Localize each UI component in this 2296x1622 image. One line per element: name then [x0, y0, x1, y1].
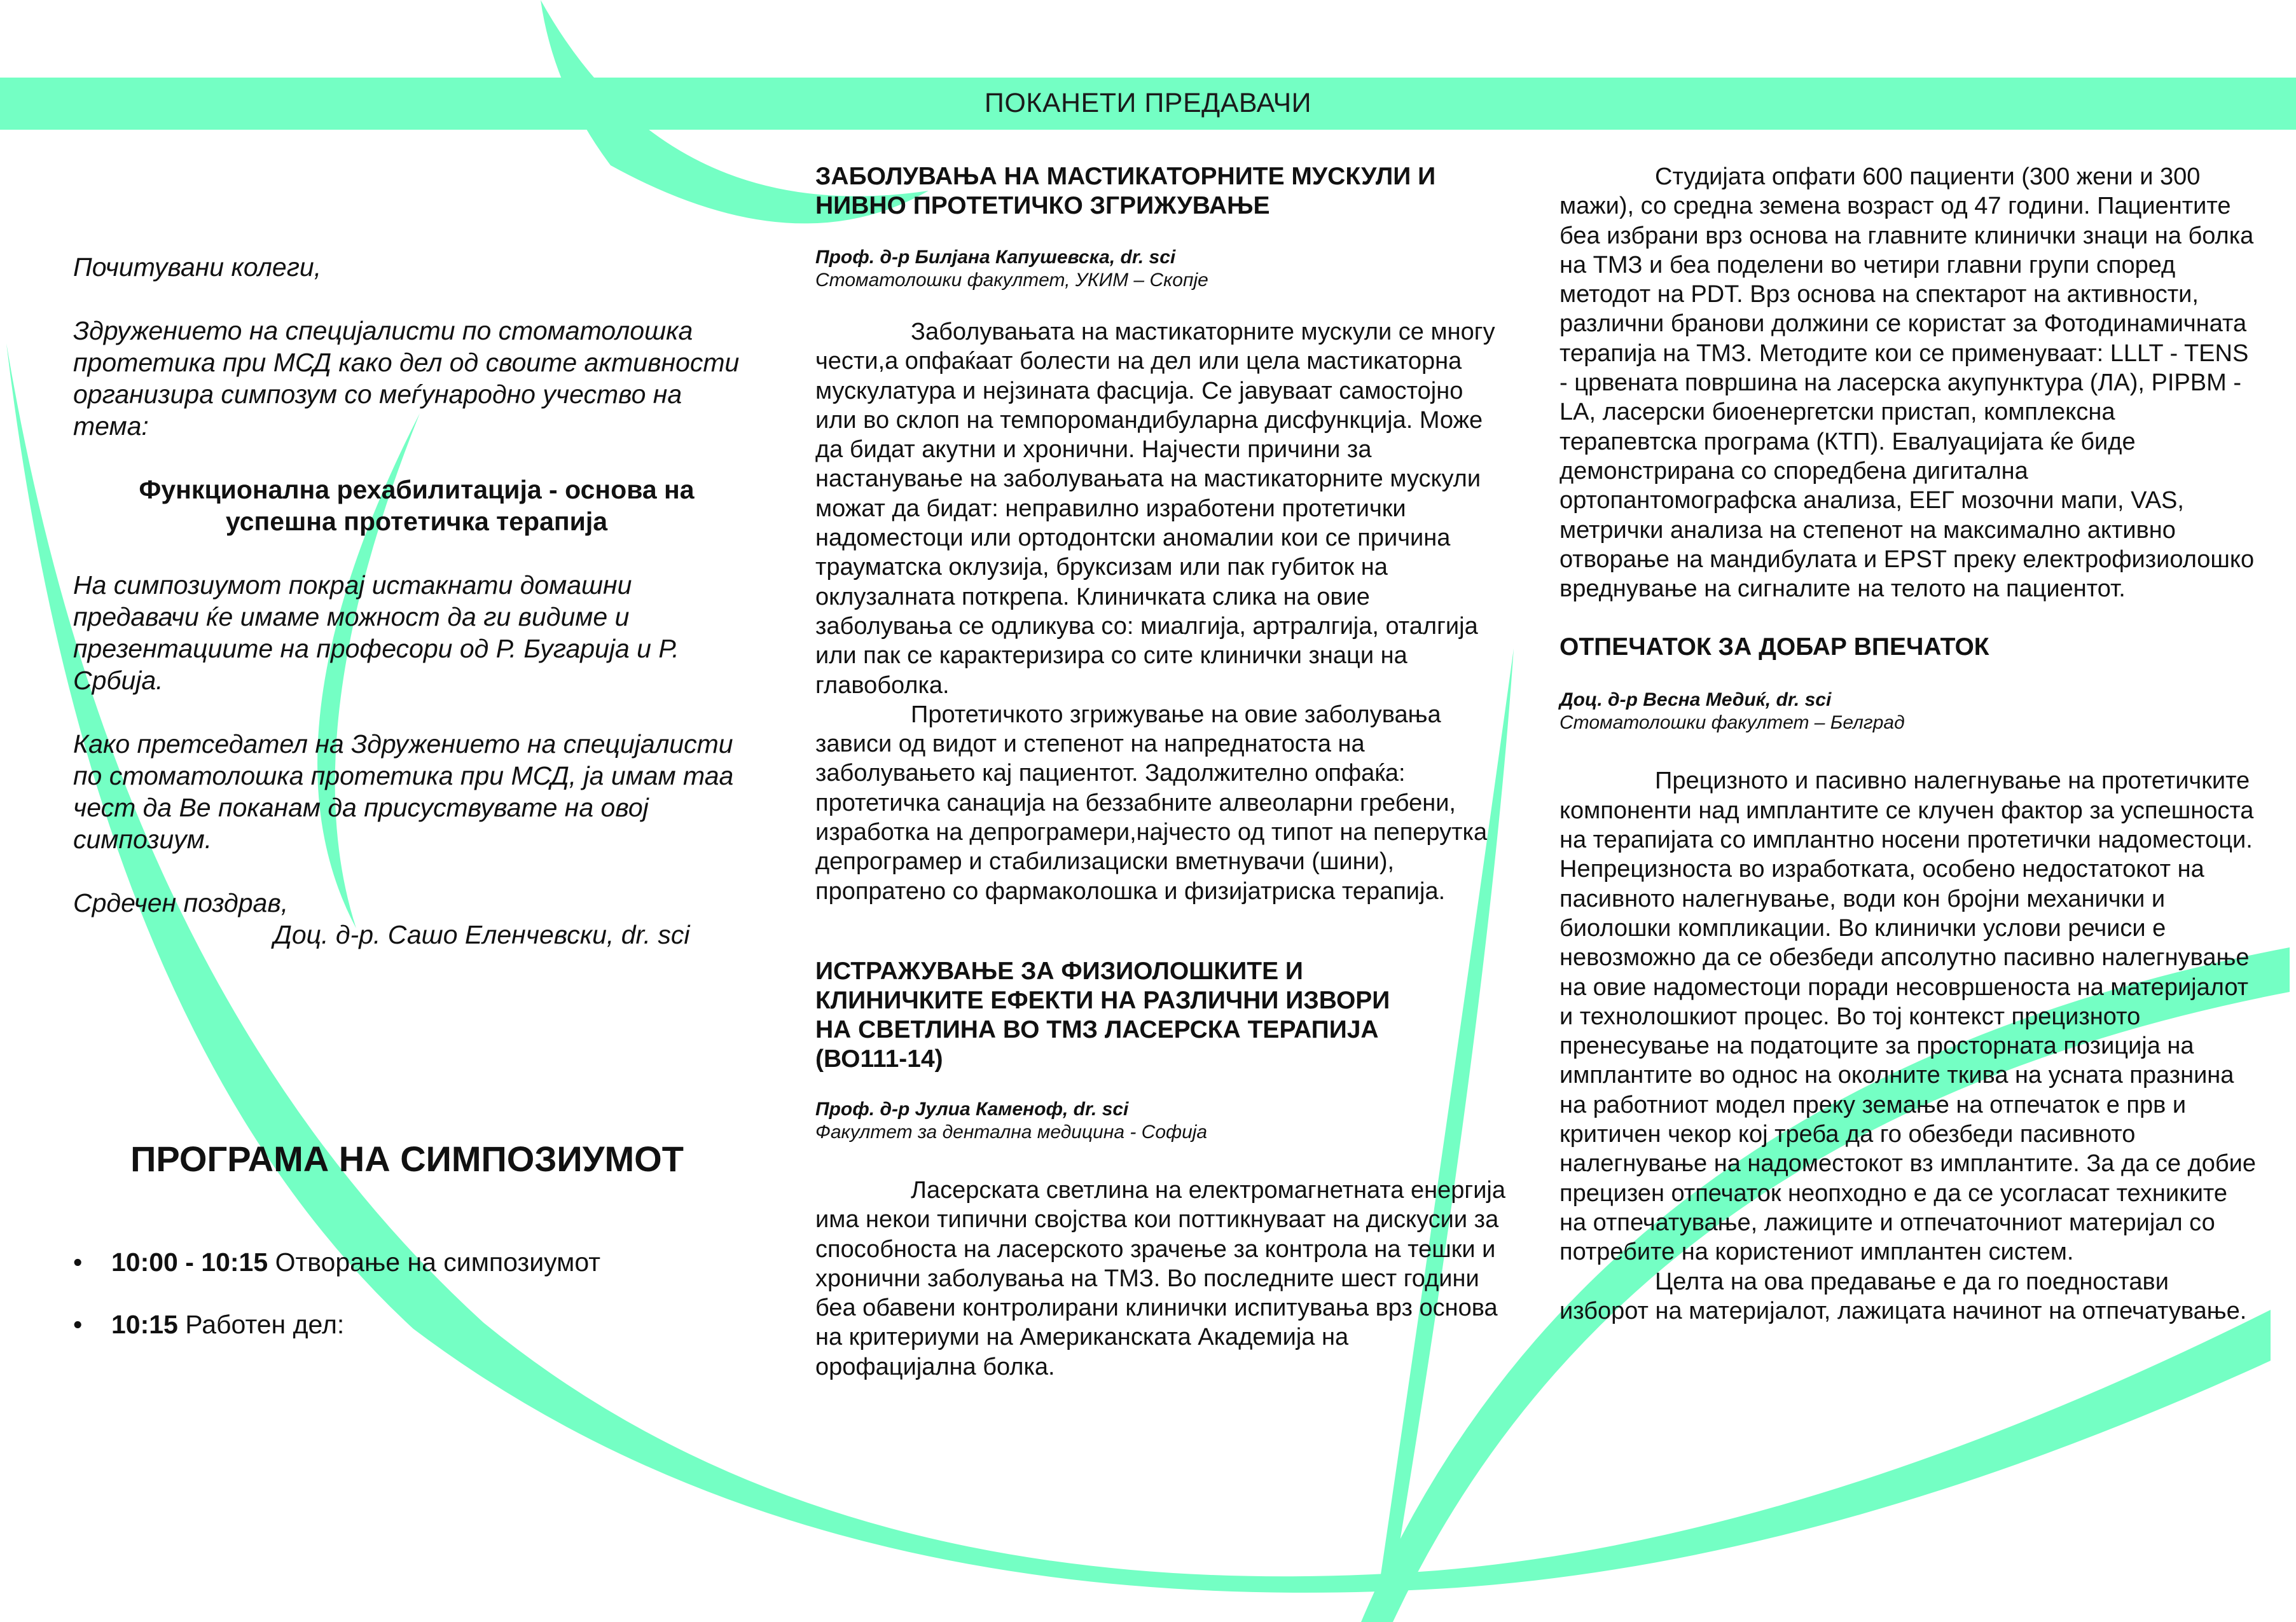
program-item [73, 1246, 741, 1278]
lecture-1-paragraph: Протетичкото згрижување на овие заболувања зависи од видот и степенот на напреднатоста на заболувањето кај пациентот. Задолжително опфаќа: протетичка санација на беззабните алвеоларни гребени, изработка на депрограмери,најчесто од типот на пеперутка депрограмер и стабилизациски вметнувачи (шини), пропратено со фармаколошка и физијатриска терапија. [815, 701, 1488, 905]
lecture-3-author: Доц. д-р Весна Медиќ, dr. sci [1559, 689, 1832, 711]
lecture-3-title [1559, 633, 2259, 662]
program-item-time: 10:15 [111, 1310, 178, 1339]
lecture-2-title-line: КЛИНИЧКИТЕ ЕФЕКТИ НА РАЗЛИЧНИ ИЗВОРИ [815, 986, 1390, 1014]
theme-line-2: успешна протетичка терапија [225, 507, 608, 536]
letter-closing: Срдечен поздрав, [73, 888, 289, 918]
program-list [73, 1246, 741, 1371]
letter-signature: Доц. д-р. Сашо Еленчевски, dr. sci [273, 920, 690, 949]
header-band-title: ПОКАНЕТИ ПРЕДАВАЧИ [984, 88, 1312, 118]
lectures-column-right [1559, 162, 2259, 1326]
lecture-2-paragraph: Ласерската светлина на електромагнетната енергија има некои типични својства кои поттикнуваат на дискусии за способноста на ласерското зрачење за контрола на тешки и хронични заболувања на ТМЗ. Во последните шест години беа обавени контролирани клинички испитувања врз основа на критериуми на Американската Академија на орофацијална болка. [815, 1176, 1506, 1380]
lecture-3-affiliation: Стоматолошки факултет – Белград [1559, 712, 1905, 734]
lecture-2-title-line: ИСТРАЖУВАЊЕ ЗА ФИЗИОЛОШКИТЕ И [815, 957, 1303, 985]
lecture-1-title [815, 162, 1509, 221]
lecture-2-title-line: НА СВЕТЛИНА ВО ТМЗ ЛАСЕРСКА ТЕРАПИЈА [815, 1015, 1379, 1043]
lecture-2-affiliation: Факултет за дентална медицина - Софија [815, 1121, 1208, 1143]
lecture-2-author: Проф. д-р Јулиа Каменоф, dr. sci [815, 1098, 1129, 1120]
lectures-column-middle [815, 162, 1509, 1382]
symposium-theme [73, 474, 760, 537]
program-item [73, 1309, 741, 1340]
letter-intro: Здружението на специјалисти по стоматолошка протетика при МСД како дел од своите активности организира симпозум со меѓународно учество на тема: [73, 316, 740, 441]
letter-guests: На симпозиумот покрај истакнати домашни предавачи ќе имаме можност да ги видиме и презентациите на професори од Р. Бугарија и Р. Србија. [73, 570, 679, 695]
bullet-icon: • [73, 1247, 83, 1277]
lecture-3-paragraph: Целта на ова предавање е да го поедностави изборот на материјалот, лажицата начинот на отпечатување. [1559, 1268, 2247, 1324]
lecture-2-title [815, 957, 1509, 1074]
lecture-1-title-line: ЗАБОЛУВАЊА НА МАСТИКАТОРНИТЕ МУСКУЛИ И [815, 163, 1436, 190]
program-title: ПРОГРАМА НА СИМПОЗИУМОТ [130, 1139, 684, 1179]
bullet-icon: • [73, 1310, 83, 1339]
lecture-3-paragraph: Прецизното и пасивно налегнување на протетичките компоненти над имплантите се клучен фактор за успешноста на терапијата со имплантно носени протетички надоместоци. Непрецизноста во изработката, особено недостатокот на пасивното налегнување, води кон бројни механички и биолошки компликации. Во клинички услови речиси е невозможно да се обезбеди апсолутно пасивно налегнување на овие надоместоци поради несовршеноста на материјалот и технолошкиот процес. Во тој контекст прецизното пренесување на податоците за просторната позиција на имплантите во однос на околните ткива на усната празнина на работниот модел преку земање на отпечаток е прв и критичен чекор кој треба да го обезбеди пасивното налегнување на надоместокот вз имплантите. За да се добие прецизен отпечаток неопходно е да се усогласат техниките на отпечатување, лажиците и отпечаточниот материјал со потребите на користениот имплантен систем. [1559, 767, 2256, 1266]
lecture-2-paragraph: Студијата опфати 600 пациенти (300 жени и 300 мажи), со средна земена возраст од 47 години. Пациентите беа избрани врз основа на главните клинички знаци на болка на ТМЗ и беа поделени во четири главни групи според методот на PDT. Врз основа на спектарот на активности, различни бранови должини се користат за Фотодинамичната терапија на ТМЗ. Методите кои се применуваат: LLLT - TENS - црвената површина на ласерска акупунктура (ЛА), PIPBM - LA, ласерски биоенергетски пристап, комплексна терапевтска програма (КТП). Евалуацијата ќе биде демонстрирана со споредбена дигитална ортопантомографска анализа, ЕЕГ мозочни мапи, VAS, метрички анализа на степенот на максимално активно отворање на мандибулата и EPST преку електрофизиолошко вреднување на сигналите на телото на пациентот. [1559, 163, 2255, 603]
lecture-2-title-line: (ВО111-14) [815, 1045, 943, 1073]
letter-salutation: Почитувани колеги, [73, 252, 322, 282]
letter-column [73, 251, 760, 951]
lecture-1-title-line: НИВНО ПРОТЕТИЧКО ЗГРИЖУВАЊЕ [815, 192, 1270, 219]
program-item-time: 10:00 - 10:15 [111, 1247, 268, 1277]
lecture-1-affiliation: Стоматолошки факултет, УКИМ – Скопје [815, 270, 1208, 291]
program-item-text: Отворање на симпозиумот [268, 1247, 601, 1277]
theme-line-1: Функционална рехабилитација - основа на [139, 475, 695, 504]
lecture-1-author: Проф. д-р Билјана Капушевска, dr. sci [815, 247, 1176, 268]
program-item-text: Работен дел: [177, 1310, 345, 1339]
lecture-3-title-line: ОТПЕЧАТОК ЗА ДОБАР ВПЕЧАТОК [1559, 633, 1989, 661]
lecture-1-paragraph: Заболувањата на мастикаторните мускули се многу чести,а опфаќаат болести на дел или цела мастикаторна мускулатура и нејзината фасција. Се јавуваат самостојно или во склоп на темпоромандибуларна дисфункција. Може да бидат акутни и хронични. Најчести причини за настанување на заболувањата на мастикаторните мускули можат да бидат: неправилно изработени протетички надоместоци или ортодонтски аномалии кои се причина трауматска оклузија, бруксизам или пак губиток на оклузалната поткрепа. Клиничката слика на овие заболувања се одликува со: миалгија, артралгија, оталгија или пак се карактеризира со сите клинички знаци на главоболка. [815, 319, 1495, 699]
letter-invitation: Како претседател на Здружението на специјалисти по стоматолошка протетика при МСД, ја имам таа чест да Ве поканам да присуствувате на овој симпозиум. [73, 729, 734, 854]
